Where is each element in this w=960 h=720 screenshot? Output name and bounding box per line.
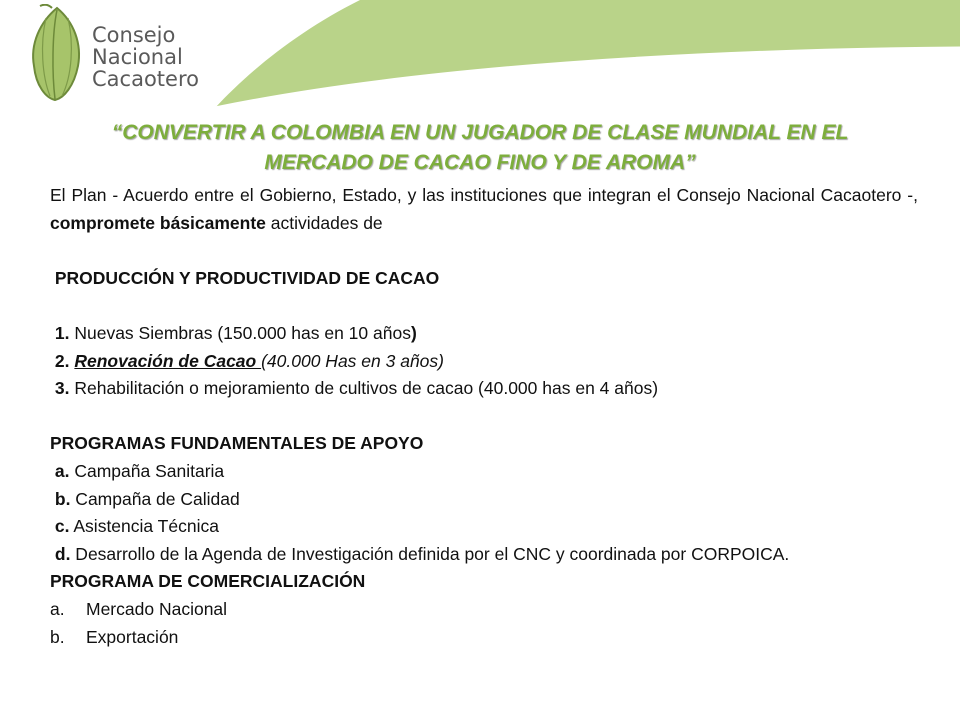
logo-line-2: Nacional bbox=[92, 45, 183, 69]
production-item-3 bbox=[50, 375, 918, 403]
item-text: (40.000 Has en 3 años) bbox=[261, 350, 444, 371]
item-text: Rehabilitación o mejoramiento de cultivos de cacao (40.000 has en 4 años) bbox=[69, 378, 659, 399]
item-letter: a. bbox=[54, 460, 70, 481]
program-item-d bbox=[50, 541, 918, 569]
intro-text-1: El Plan - Acuerdo entre el Gobierno, Estado, y las instituciones que integran el bbox=[50, 185, 677, 205]
item-letter: b. bbox=[50, 626, 65, 647]
item-letter: b. bbox=[54, 488, 71, 509]
item-text: Asistencia Técnica bbox=[69, 516, 219, 537]
header-banner bbox=[0, 0, 960, 108]
intro-n: N bbox=[746, 185, 760, 205]
production-item-1 bbox=[50, 320, 918, 348]
intro-paragraph bbox=[50, 182, 918, 237]
title-line-2: MERCADO DE CACAO FINO Y DE AROMA” bbox=[264, 151, 696, 174]
item-number: 2. bbox=[54, 350, 70, 371]
commercial-heading-text: PROGRAMA DE COMERCIALIZACIÓN bbox=[50, 571, 366, 592]
item-text: Nuevas Siembras (150.000 has en 10 años bbox=[69, 322, 411, 343]
intro-bold: compromete básicamente bbox=[50, 212, 266, 233]
program-item-a bbox=[50, 458, 918, 486]
cacao-pod-icon bbox=[22, 4, 92, 104]
item-close: ) bbox=[410, 322, 417, 343]
intro-c2: C bbox=[820, 185, 834, 205]
program-item-b bbox=[50, 486, 918, 514]
commercial-item-b bbox=[50, 624, 918, 652]
item-number: 3. bbox=[54, 378, 70, 399]
item-text: Exportación bbox=[86, 626, 179, 647]
commercial-heading bbox=[50, 568, 918, 596]
logo-line-1: Consejo bbox=[92, 23, 176, 47]
production-item-2 bbox=[50, 348, 918, 376]
logo-line-3: Cacaotero bbox=[92, 67, 199, 91]
intro-text-4: acaotero -, bbox=[833, 185, 918, 205]
item-underlined-text: Renovación de Cacao bbox=[74, 350, 262, 371]
item-letter: d. bbox=[54, 543, 71, 564]
page-title bbox=[60, 118, 900, 178]
content-body bbox=[50, 182, 918, 651]
production-heading bbox=[50, 265, 918, 293]
item-letter: a. bbox=[50, 598, 65, 619]
intro-text-5: actividades de bbox=[265, 212, 383, 233]
program-item-c bbox=[50, 513, 918, 541]
intro-text-3: acional bbox=[759, 185, 821, 205]
title-line-1: “CONVERTIR A COLOMBIA EN UN JUGADOR DE CLASE MUNDIAL EN EL bbox=[111, 121, 849, 144]
programs-heading-text: PROGRAMAS FUNDAMENTALES DE APOYO bbox=[50, 433, 424, 454]
programs-heading bbox=[50, 430, 918, 458]
commercial-item-a bbox=[50, 596, 918, 624]
item-letter: c. bbox=[54, 516, 70, 537]
logo-wordmark bbox=[92, 24, 199, 90]
item-text: Desarrollo de la Agenda de Investigación definida por el CNC y coordinada por CORPOICA. bbox=[70, 543, 790, 564]
item-text: Mercado Nacional bbox=[86, 598, 228, 619]
item-text: Campaña de Calidad bbox=[70, 488, 240, 509]
item-number: 1. bbox=[54, 322, 70, 343]
production-heading-text: PRODUCCIÓN Y PRODUCTIVIDAD DE CACAO bbox=[54, 267, 440, 288]
item-text: Campaña Sanitaria bbox=[69, 460, 225, 481]
intro-text-2: onsejo bbox=[689, 185, 747, 205]
intro-c: C bbox=[676, 185, 690, 205]
